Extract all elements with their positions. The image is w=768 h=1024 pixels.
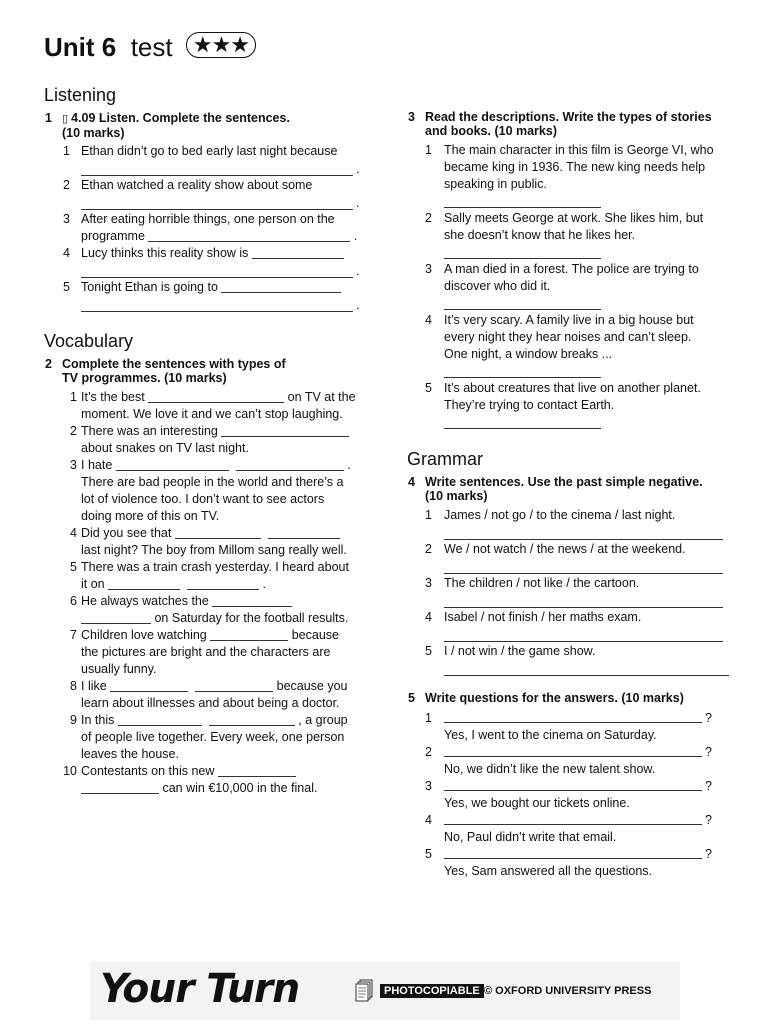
answer-line[interactable] (209, 713, 295, 726)
answer-line[interactable] (444, 428, 601, 429)
answer-line[interactable] (444, 607, 723, 608)
photocopiable-badge: PHOTOCOPIABLE (380, 984, 484, 998)
answer-line[interactable] (444, 309, 601, 310)
answer-line[interactable] (81, 175, 353, 176)
answer-line[interactable] (81, 611, 151, 624)
answer-line[interactable] (210, 628, 288, 641)
answer-line[interactable] (444, 207, 601, 208)
answer-line[interactable] (444, 756, 702, 757)
answer-line[interactable] (110, 679, 188, 692)
answer-line[interactable] (81, 209, 353, 210)
answer-line[interactable] (444, 641, 723, 642)
page-title: Unit 6 test ★★★ (44, 32, 256, 63)
grammar-instruction: 4 Write sentences. Use the past simple negative. (10 marks) (408, 475, 703, 503)
answer-line[interactable] (268, 526, 340, 539)
answer-line[interactable] (81, 311, 353, 312)
answer-line[interactable] (444, 722, 702, 723)
answer-line[interactable] (148, 229, 350, 242)
vocabulary-heading: Vocabulary (44, 331, 134, 351)
answer-line[interactable] (444, 824, 702, 825)
audio-track-icon: ▯ (62, 113, 72, 125)
answer-line[interactable] (236, 458, 344, 471)
answer-line[interactable] (81, 781, 159, 794)
questions-instruction: 5 Write questions for the answers. (10 marks) (408, 691, 684, 705)
difficulty-stars: ★★★ (186, 32, 256, 58)
photocopy-icon (355, 979, 373, 1003)
answer-line[interactable] (81, 277, 353, 278)
answer-line[interactable] (148, 390, 284, 403)
answer-line[interactable] (108, 577, 180, 590)
listening-instruction: 1 ▯ 4.09 Listen. Complete the sentences. (10 marks) (45, 111, 290, 140)
listening-heading: Listening (44, 85, 117, 105)
answer-line[interactable] (252, 246, 344, 259)
answer-line[interactable] (444, 858, 702, 859)
stories-instruction: 3 Read the descriptions. Write the types of stories and books. (10 marks) (408, 110, 712, 138)
answer-line[interactable] (444, 258, 601, 259)
answer-line[interactable] (444, 675, 729, 676)
answer-line[interactable] (221, 280, 341, 293)
answer-line[interactable] (444, 539, 723, 540)
answer-line[interactable] (444, 377, 601, 378)
your-turn-logo: Your Turn (100, 966, 300, 1012)
answer-line[interactable] (218, 764, 296, 777)
publisher-credit: © OXFORD UNIVERSITY PRESS (484, 985, 652, 997)
vocabulary-instruction: 2 Complete the sentences with types of TV programmes. (10 marks) (45, 357, 286, 385)
answer-line[interactable] (212, 594, 292, 607)
answer-line[interactable] (444, 790, 702, 791)
answer-line[interactable] (444, 573, 723, 574)
answer-line[interactable] (221, 424, 349, 437)
answer-line[interactable] (118, 713, 202, 726)
answer-line[interactable] (175, 526, 261, 539)
answer-line[interactable] (116, 458, 229, 471)
answer-line[interactable] (195, 679, 273, 692)
answer-line[interactable] (187, 577, 259, 590)
grammar-heading: Grammar (407, 449, 483, 469)
